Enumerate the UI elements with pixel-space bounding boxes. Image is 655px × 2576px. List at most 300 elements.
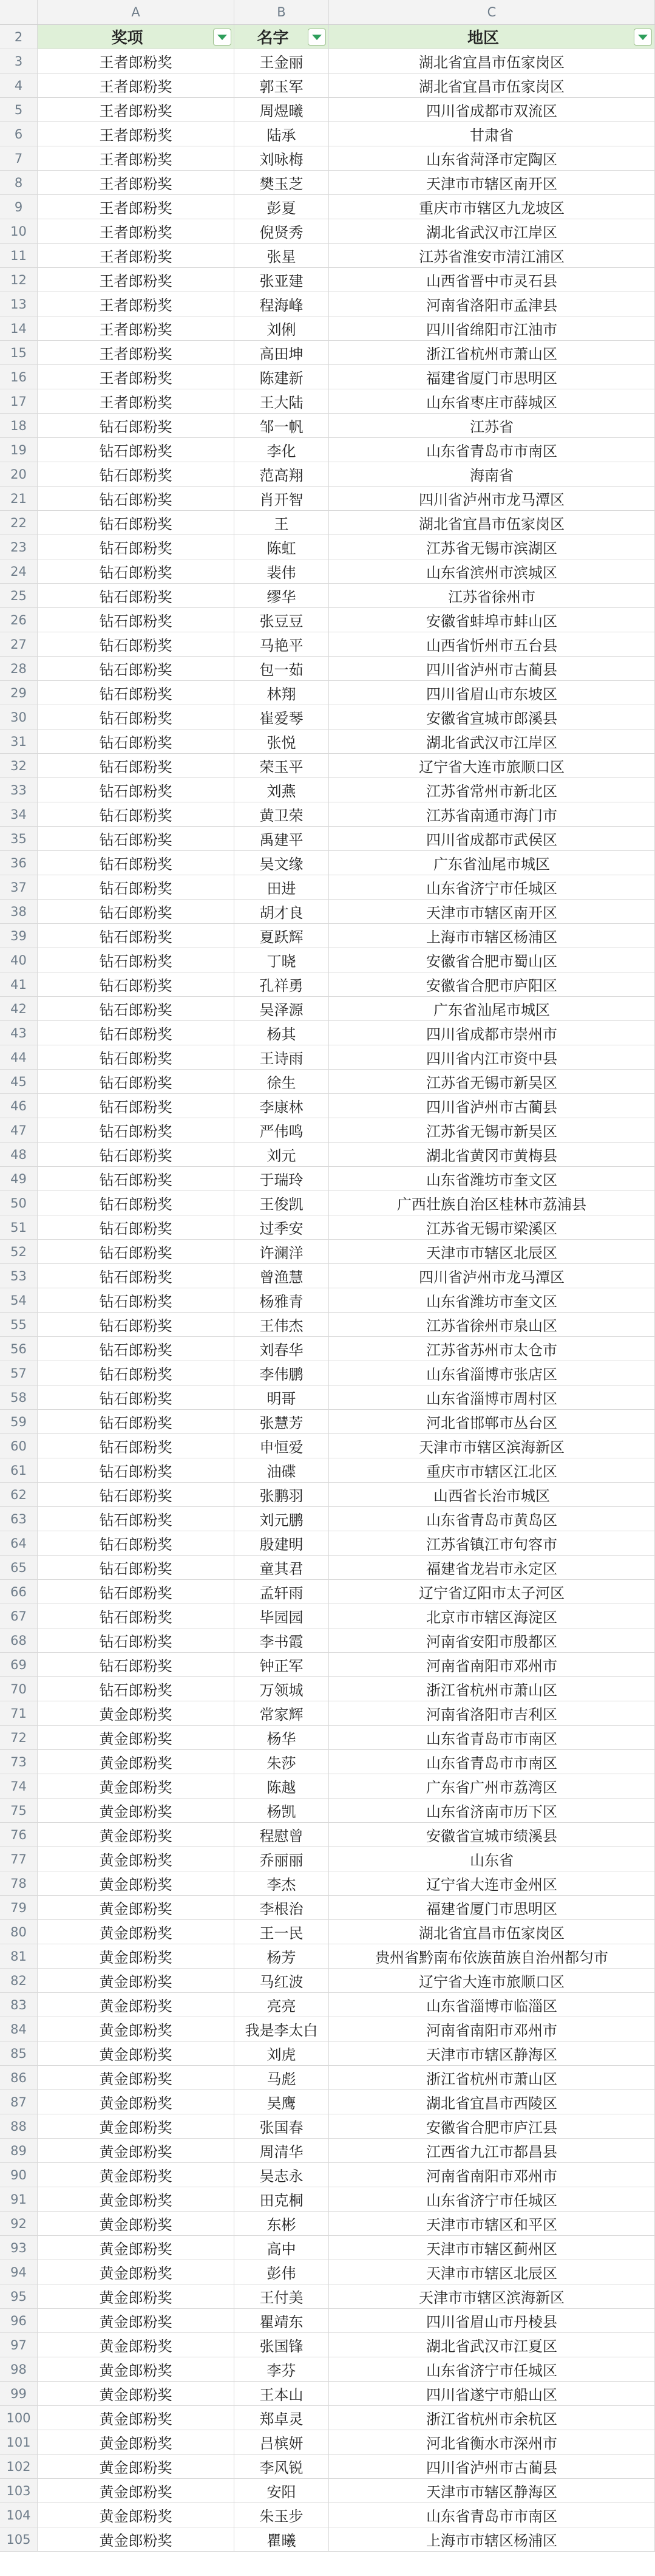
award-cell[interactable]: 黄金郎粉奖 xyxy=(38,1896,234,1919)
row-number[interactable]: 44 xyxy=(0,1045,38,1069)
row-number[interactable]: 92 xyxy=(0,2212,38,2235)
region-cell[interactable]: 天津市市辖区静海区 xyxy=(329,2479,655,2503)
award-cell[interactable]: 钻石郎粉奖 xyxy=(38,1604,234,1628)
region-cell[interactable]: 广东省汕尾市城区 xyxy=(329,851,655,875)
region-cell[interactable]: 浙江省杭州市余杭区 xyxy=(329,2406,655,2430)
region-cell[interactable]: 山东省潍坊市奎文区 xyxy=(329,1288,655,1312)
row-number[interactable]: 62 xyxy=(0,1483,38,1506)
row-number[interactable]: 17 xyxy=(0,389,38,413)
award-cell[interactable]: 钻石郎粉奖 xyxy=(38,414,234,437)
name-cell[interactable]: 过季安 xyxy=(234,1215,329,1239)
row-number[interactable]: 25 xyxy=(0,584,38,607)
region-cell[interactable]: 江苏省镇江市句容市 xyxy=(329,1531,655,1555)
region-cell[interactable]: 江苏省无锡市新吴区 xyxy=(329,1070,655,1093)
award-cell[interactable]: 钻石郎粉奖 xyxy=(38,1070,234,1093)
region-cell[interactable]: 江苏省徐州市 xyxy=(329,584,655,607)
name-cell[interactable]: 缪华 xyxy=(234,584,329,607)
award-cell[interactable]: 钻石郎粉奖 xyxy=(38,997,234,1020)
award-cell[interactable]: 钻石郎粉奖 xyxy=(38,924,234,948)
region-cell[interactable]: 浙江省杭州市萧山区 xyxy=(329,1677,655,1701)
row-number[interactable]: 101 xyxy=(0,2430,38,2454)
award-cell[interactable]: 钻石郎粉奖 xyxy=(38,1531,234,1555)
name-cell[interactable]: 邹一帆 xyxy=(234,414,329,437)
row-number[interactable]: 9 xyxy=(0,195,38,219)
row-number[interactable]: 43 xyxy=(0,1021,38,1045)
region-cell[interactable]: 湖北省宜昌市伍家岗区 xyxy=(329,49,655,73)
row-number[interactable]: 78 xyxy=(0,1871,38,1895)
award-cell[interactable]: 黄金郎粉奖 xyxy=(38,2309,234,2332)
row-number[interactable]: 91 xyxy=(0,2187,38,2211)
region-cell[interactable]: 河南省安阳市殷都区 xyxy=(329,1628,655,1652)
row-number[interactable]: 52 xyxy=(0,1240,38,1263)
row-number[interactable]: 63 xyxy=(0,1507,38,1531)
award-cell[interactable]: 钻石郎粉奖 xyxy=(38,1483,234,1506)
row-number[interactable]: 75 xyxy=(0,1799,38,1822)
name-cell[interactable]: 刘俐 xyxy=(234,316,329,340)
row-number[interactable]: 88 xyxy=(0,2114,38,2138)
award-cell[interactable]: 黄金郎粉奖 xyxy=(38,2041,234,2065)
name-cell[interactable]: 吴志永 xyxy=(234,2163,329,2187)
row-number[interactable]: 18 xyxy=(0,414,38,437)
award-cell[interactable]: 钻石郎粉奖 xyxy=(38,1240,234,1263)
award-cell[interactable]: 钻石郎粉奖 xyxy=(38,1264,234,1288)
name-cell[interactable]: 樊玉芝 xyxy=(234,171,329,194)
award-cell[interactable]: 钻石郎粉奖 xyxy=(38,1337,234,1361)
region-cell[interactable]: 广西壮族自治区桂林市荔浦县 xyxy=(329,1191,655,1215)
row-number[interactable]: 45 xyxy=(0,1070,38,1093)
region-cell[interactable]: 山东省枣庄市薛城区 xyxy=(329,389,655,413)
name-cell[interactable]: 李风锐 xyxy=(234,2455,329,2478)
row-number[interactable]: 104 xyxy=(0,2503,38,2527)
row-number[interactable]: 39 xyxy=(0,924,38,948)
award-cell[interactable]: 钻石郎粉奖 xyxy=(38,511,234,535)
name-cell[interactable]: 徐生 xyxy=(234,1070,329,1093)
award-cell[interactable]: 钻石郎粉奖 xyxy=(38,1580,234,1604)
award-cell[interactable]: 王者郎粉奖 xyxy=(38,292,234,316)
award-cell[interactable]: 钻石郎粉奖 xyxy=(38,1143,234,1166)
award-cell[interactable]: 王者郎粉奖 xyxy=(38,365,234,389)
region-cell[interactable]: 福建省厦门市思明区 xyxy=(329,365,655,389)
region-cell[interactable]: 四川省泸州市古蔺县 xyxy=(329,657,655,680)
name-cell[interactable]: 张国春 xyxy=(234,2114,329,2138)
name-cell[interactable]: 王一民 xyxy=(234,1920,329,1944)
row-number[interactable]: 40 xyxy=(0,948,38,972)
row-number[interactable]: 53 xyxy=(0,1264,38,1288)
region-cell[interactable]: 江苏省 xyxy=(329,414,655,437)
row-number[interactable]: 100 xyxy=(0,2406,38,2430)
award-cell[interactable]: 黄金郎粉奖 xyxy=(38,1799,234,1822)
name-cell[interactable]: 万领城 xyxy=(234,1677,329,1701)
award-cell[interactable]: 黄金郎粉奖 xyxy=(38,1871,234,1895)
region-cell[interactable]: 天津市市辖区北辰区 xyxy=(329,1240,655,1263)
row-number[interactable]: 67 xyxy=(0,1604,38,1628)
region-cell[interactable]: 贵州省黔南布依族苗族自治州都匀市 xyxy=(329,1944,655,1968)
row-number[interactable]: 16 xyxy=(0,365,38,389)
award-cell[interactable]: 钻石郎粉奖 xyxy=(38,1094,234,1118)
region-cell[interactable]: 江苏省常州市新北区 xyxy=(329,778,655,802)
region-cell[interactable]: 四川省泸州市龙马潭区 xyxy=(329,487,655,510)
award-cell[interactable]: 黄金郎粉奖 xyxy=(38,1823,234,1847)
name-cell[interactable]: 殷建明 xyxy=(234,1531,329,1555)
award-cell[interactable]: 钻石郎粉奖 xyxy=(38,559,234,583)
row-number[interactable]: 64 xyxy=(0,1531,38,1555)
row-number[interactable]: 93 xyxy=(0,2236,38,2260)
award-cell[interactable]: 钻石郎粉奖 xyxy=(38,802,234,826)
award-cell[interactable]: 钻石郎粉奖 xyxy=(38,1215,234,1239)
region-cell[interactable]: 湖北省宜昌市伍家岗区 xyxy=(329,73,655,97)
name-cell[interactable]: 刘元 xyxy=(234,1143,329,1166)
award-header-cell[interactable] xyxy=(38,25,234,49)
name-cell[interactable]: 陆承 xyxy=(234,122,329,146)
award-cell[interactable]: 钻石郎粉奖 xyxy=(38,1628,234,1652)
filter-dropdown-icon[interactable] xyxy=(634,29,652,46)
name-cell[interactable]: 程慰曾 xyxy=(234,1823,329,1847)
row-number[interactable]: 66 xyxy=(0,1580,38,1604)
region-cell[interactable]: 广东省广州市荔湾区 xyxy=(329,1774,655,1798)
region-header-cell[interactable] xyxy=(329,25,655,49)
award-cell[interactable]: 黄金郎粉奖 xyxy=(38,2357,234,2381)
region-cell[interactable]: 山东省青岛市市南区 xyxy=(329,2503,655,2527)
region-cell[interactable]: 安徽省合肥市庐江县 xyxy=(329,2114,655,2138)
name-cell[interactable]: 夏跃辉 xyxy=(234,924,329,948)
region-cell[interactable]: 辽宁省大连市旅顺口区 xyxy=(329,1969,655,1992)
award-cell[interactable]: 黄金郎粉奖 xyxy=(38,2017,234,2041)
name-cell[interactable]: 我是李太白 xyxy=(234,2017,329,2041)
region-cell[interactable]: 广东省汕尾市城区 xyxy=(329,997,655,1020)
name-cell[interactable]: 张悦 xyxy=(234,729,329,753)
name-cell[interactable]: 李杰 xyxy=(234,1871,329,1895)
row-number[interactable]: 71 xyxy=(0,1701,38,1725)
region-cell[interactable]: 河南省南阳市邓州市 xyxy=(329,2163,655,2187)
name-cell[interactable]: 朱玉步 xyxy=(234,2503,329,2527)
award-cell[interactable]: 黄金郎粉奖 xyxy=(38,1750,234,1774)
name-cell[interactable]: 张豆豆 xyxy=(234,608,329,632)
name-cell[interactable]: 杨雅青 xyxy=(234,1288,329,1312)
name-cell[interactable]: 王 xyxy=(234,511,329,535)
row-number[interactable]: 85 xyxy=(0,2041,38,2065)
name-cell[interactable]: 油碟 xyxy=(234,1458,329,1482)
region-cell[interactable]: 四川省泸州市古蔺县 xyxy=(329,2455,655,2478)
row-number[interactable]: 102 xyxy=(0,2455,38,2478)
name-cell[interactable]: 郭玉军 xyxy=(234,73,329,97)
region-cell[interactable]: 湖北省武汉市江夏区 xyxy=(329,2333,655,2357)
name-cell[interactable]: 孔祥勇 xyxy=(234,972,329,996)
row-number[interactable]: 34 xyxy=(0,802,38,826)
region-cell[interactable]: 江苏省徐州市泉山区 xyxy=(329,1313,655,1336)
row-number[interactable]: 95 xyxy=(0,2284,38,2308)
row-number[interactable]: 48 xyxy=(0,1143,38,1166)
award-cell[interactable]: 钻石郎粉奖 xyxy=(38,438,234,462)
award-cell[interactable]: 钻石郎粉奖 xyxy=(38,1556,234,1579)
award-cell[interactable]: 钻石郎粉奖 xyxy=(38,851,234,875)
award-cell[interactable]: 黄金郎粉奖 xyxy=(38,2382,234,2405)
name-cell[interactable]: 吴鹰 xyxy=(234,2090,329,2114)
region-cell[interactable]: 安徽省合肥市庐阳区 xyxy=(329,972,655,996)
region-cell[interactable]: 江苏省淮安市清江浦区 xyxy=(329,244,655,267)
name-cell[interactable]: 杨其 xyxy=(234,1021,329,1045)
name-cell[interactable]: 陈越 xyxy=(234,1774,329,1798)
award-cell[interactable]: 钻石郎粉奖 xyxy=(38,1118,234,1142)
name-cell[interactable]: 于瑞玲 xyxy=(234,1167,329,1191)
region-cell[interactable]: 湖北省宜昌市伍家岗区 xyxy=(329,511,655,535)
filter-dropdown-icon[interactable] xyxy=(213,29,231,46)
row-number[interactable]: 89 xyxy=(0,2139,38,2162)
award-cell[interactable]: 黄金郎粉奖 xyxy=(38,2284,234,2308)
row-number[interactable]: 51 xyxy=(0,1215,38,1239)
row-number[interactable]: 13 xyxy=(0,292,38,316)
award-cell[interactable]: 黄金郎粉奖 xyxy=(38,1969,234,1992)
region-cell[interactable]: 浙江省杭州市萧山区 xyxy=(329,2066,655,2089)
row-number[interactable]: 4 xyxy=(0,73,38,97)
award-cell[interactable]: 钻石郎粉奖 xyxy=(38,1410,234,1433)
name-cell[interactable]: 杨芳 xyxy=(234,1944,329,1968)
name-cell[interactable]: 田克桐 xyxy=(234,2187,329,2211)
row-number[interactable]: 82 xyxy=(0,1969,38,1992)
name-cell[interactable]: 严伟鸣 xyxy=(234,1118,329,1142)
award-cell[interactable]: 钻石郎粉奖 xyxy=(38,729,234,753)
row-number[interactable]: 47 xyxy=(0,1118,38,1142)
region-cell[interactable]: 江苏省无锡市新吴区 xyxy=(329,1118,655,1142)
name-cell[interactable]: 范高翔 xyxy=(234,462,329,486)
row-number[interactable]: 86 xyxy=(0,2066,38,2089)
region-cell[interactable]: 天津市市辖区南开区 xyxy=(329,171,655,194)
award-cell[interactable]: 钻石郎粉奖 xyxy=(38,705,234,729)
name-cell[interactable]: 李康林 xyxy=(234,1094,329,1118)
region-cell[interactable]: 上海市市辖区杨浦区 xyxy=(329,924,655,948)
row-number[interactable]: 12 xyxy=(0,268,38,292)
name-cell[interactable]: 胡才良 xyxy=(234,900,329,923)
name-cell[interactable]: 黄卫荣 xyxy=(234,802,329,826)
region-cell[interactable]: 山东省淄博市张店区 xyxy=(329,1361,655,1385)
award-cell[interactable]: 钻石郎粉奖 xyxy=(38,827,234,850)
row-number[interactable]: 5 xyxy=(0,98,38,121)
award-cell[interactable]: 王者郎粉奖 xyxy=(38,98,234,121)
name-cell[interactable]: 高中 xyxy=(234,2236,329,2260)
region-cell[interactable]: 山东省淄博市临淄区 xyxy=(329,1993,655,2017)
region-cell[interactable]: 河南省洛阳市吉利区 xyxy=(329,1701,655,1725)
award-cell[interactable]: 黄金郎粉奖 xyxy=(38,1847,234,1871)
name-cell[interactable]: 安阳 xyxy=(234,2479,329,2503)
region-cell[interactable]: 江苏省无锡市滨湖区 xyxy=(329,535,655,559)
name-cell[interactable]: 周煜曦 xyxy=(234,98,329,121)
region-cell[interactable]: 安徽省宣城市绩溪县 xyxy=(329,1823,655,1847)
region-cell[interactable]: 湖北省武汉市江岸区 xyxy=(329,219,655,243)
award-cell[interactable]: 钻石郎粉奖 xyxy=(38,972,234,996)
row-number[interactable]: 31 xyxy=(0,729,38,753)
name-cell[interactable]: 高田坤 xyxy=(234,341,329,364)
row-number[interactable]: 58 xyxy=(0,1385,38,1409)
name-cell[interactable]: 孟轩雨 xyxy=(234,1580,329,1604)
name-cell[interactable]: 丁晓 xyxy=(234,948,329,972)
row-number[interactable]: 22 xyxy=(0,511,38,535)
region-cell[interactable]: 四川省绵阳市江油市 xyxy=(329,316,655,340)
region-cell[interactable]: 江苏省无锡市梁溪区 xyxy=(329,1215,655,1239)
name-cell[interactable]: 马红波 xyxy=(234,1969,329,1992)
award-cell[interactable]: 钻石郎粉奖 xyxy=(38,1434,234,1458)
region-cell[interactable]: 辽宁省大连市金州区 xyxy=(329,1871,655,1895)
award-cell[interactable]: 黄金郎粉奖 xyxy=(38,2430,234,2454)
region-cell[interactable]: 天津市市辖区滨海新区 xyxy=(329,1434,655,1458)
award-cell[interactable]: 王者郎粉奖 xyxy=(38,389,234,413)
region-cell[interactable]: 四川省泸州市龙马潭区 xyxy=(329,1264,655,1288)
award-cell[interactable]: 钻石郎粉奖 xyxy=(38,1507,234,1531)
region-cell[interactable]: 安徽省合肥市蜀山区 xyxy=(329,948,655,972)
region-cell[interactable]: 山东省 xyxy=(329,1847,655,1871)
region-cell[interactable]: 天津市市辖区静海区 xyxy=(329,2041,655,2065)
region-cell[interactable]: 河北省衡水市深州市 xyxy=(329,2430,655,2454)
award-cell[interactable]: 黄金郎粉奖 xyxy=(38,1993,234,2017)
name-cell[interactable]: 郑卓灵 xyxy=(234,2406,329,2430)
row-number[interactable]: 30 xyxy=(0,705,38,729)
region-cell[interactable]: 四川省成都市武侯区 xyxy=(329,827,655,850)
region-cell[interactable]: 江西省九江市都昌县 xyxy=(329,2139,655,2162)
row-number[interactable]: 41 xyxy=(0,972,38,996)
name-cell[interactable]: 王俊凯 xyxy=(234,1191,329,1215)
region-cell[interactable]: 天津市市辖区南开区 xyxy=(329,900,655,923)
region-cell[interactable]: 山东省菏泽市定陶区 xyxy=(329,146,655,170)
row-number[interactable]: 105 xyxy=(0,2527,38,2551)
region-cell[interactable]: 山东省淄博市周村区 xyxy=(329,1385,655,1409)
region-cell[interactable]: 河南省南阳市邓州市 xyxy=(329,1653,655,1676)
award-cell[interactable]: 王者郎粉奖 xyxy=(38,122,234,146)
column-header-b[interactable]: B xyxy=(234,0,329,24)
region-cell[interactable]: 湖北省宜昌市西陵区 xyxy=(329,2090,655,2114)
region-cell[interactable]: 江苏省南通市海门市 xyxy=(329,802,655,826)
region-cell[interactable]: 江苏省苏州市太仓市 xyxy=(329,1337,655,1361)
region-cell[interactable]: 天津市市辖区北辰区 xyxy=(329,2260,655,2284)
award-cell[interactable]: 黄金郎粉奖 xyxy=(38,2187,234,2211)
award-cell[interactable]: 王者郎粉奖 xyxy=(38,49,234,73)
row-number[interactable]: 28 xyxy=(0,657,38,680)
name-cell[interactable]: 刘虎 xyxy=(234,2041,329,2065)
award-cell[interactable]: 王者郎粉奖 xyxy=(38,316,234,340)
award-cell[interactable]: 黄金郎粉奖 xyxy=(38,2066,234,2089)
award-cell[interactable]: 钻石郎粉奖 xyxy=(38,1385,234,1409)
award-cell[interactable]: 钻石郎粉奖 xyxy=(38,778,234,802)
row-number[interactable]: 23 xyxy=(0,535,38,559)
award-cell[interactable]: 王者郎粉奖 xyxy=(38,219,234,243)
row-number[interactable]: 10 xyxy=(0,219,38,243)
name-cell[interactable]: 崔爱琴 xyxy=(234,705,329,729)
row-number[interactable]: 72 xyxy=(0,1726,38,1749)
award-cell[interactable]: 黄金郎粉奖 xyxy=(38,2260,234,2284)
region-cell[interactable]: 四川省眉山市东坡区 xyxy=(329,681,655,705)
name-cell[interactable]: 裴伟 xyxy=(234,559,329,583)
row-number[interactable]: 32 xyxy=(0,754,38,777)
region-cell[interactable]: 四川省成都市双流区 xyxy=(329,98,655,121)
award-cell[interactable]: 黄金郎粉奖 xyxy=(38,2406,234,2430)
name-cell[interactable]: 钟正军 xyxy=(234,1653,329,1676)
row-number[interactable]: 60 xyxy=(0,1434,38,1458)
name-cell[interactable]: 常家辉 xyxy=(234,1701,329,1725)
award-cell[interactable]: 黄金郎粉奖 xyxy=(38,2503,234,2527)
row-number[interactable]: 33 xyxy=(0,778,38,802)
row-number[interactable]: 87 xyxy=(0,2090,38,2114)
row-number[interactable]: 7 xyxy=(0,146,38,170)
row-number[interactable]: 14 xyxy=(0,316,38,340)
row-number[interactable]: 69 xyxy=(0,1653,38,1676)
name-cell[interactable]: 王诗雨 xyxy=(234,1045,329,1069)
name-cell[interactable]: 刘元鹏 xyxy=(234,1507,329,1531)
award-cell[interactable]: 黄金郎粉奖 xyxy=(38,2163,234,2187)
row-number[interactable]: 6 xyxy=(0,122,38,146)
name-cell[interactable]: 刘春华 xyxy=(234,1337,329,1361)
row-number[interactable]: 80 xyxy=(0,1920,38,1944)
award-cell[interactable]: 王者郎粉奖 xyxy=(38,268,234,292)
award-cell[interactable]: 王者郎粉奖 xyxy=(38,146,234,170)
award-cell[interactable]: 钻石郎粉奖 xyxy=(38,681,234,705)
region-cell[interactable]: 上海市市辖区杨浦区 xyxy=(329,2527,655,2551)
name-cell[interactable]: 李伟鹏 xyxy=(234,1361,329,1385)
name-cell[interactable]: 亮亮 xyxy=(234,1993,329,2017)
name-cell[interactable]: 彭伟 xyxy=(234,2260,329,2284)
name-cell[interactable]: 东彬 xyxy=(234,2212,329,2235)
award-cell[interactable]: 钻石郎粉奖 xyxy=(38,487,234,510)
name-cell[interactable]: 陈虹 xyxy=(234,535,329,559)
row-number[interactable]: 96 xyxy=(0,2309,38,2332)
column-header-a[interactable]: A xyxy=(38,0,234,24)
row-number[interactable]: 54 xyxy=(0,1288,38,1312)
name-cell[interactable]: 张国锋 xyxy=(234,2333,329,2357)
name-cell[interactable]: 彭夏 xyxy=(234,195,329,219)
award-cell[interactable]: 钻石郎粉奖 xyxy=(38,1313,234,1336)
region-cell[interactable]: 安徽省宣城市郎溪县 xyxy=(329,705,655,729)
row-number[interactable]: 98 xyxy=(0,2357,38,2381)
row-number[interactable]: 26 xyxy=(0,608,38,632)
name-cell[interactable]: 马艳平 xyxy=(234,632,329,656)
name-cell[interactable]: 童其君 xyxy=(234,1556,329,1579)
row-number[interactable]: 21 xyxy=(0,487,38,510)
name-cell[interactable]: 王金丽 xyxy=(234,49,329,73)
award-cell[interactable]: 钻石郎粉奖 xyxy=(38,584,234,607)
row-number[interactable]: 73 xyxy=(0,1750,38,1774)
name-cell[interactable]: 瞿曦 xyxy=(234,2527,329,2551)
row-number[interactable]: 59 xyxy=(0,1410,38,1433)
row-number[interactable]: 11 xyxy=(0,244,38,267)
award-cell[interactable]: 王者郎粉奖 xyxy=(38,171,234,194)
row-number[interactable]: 46 xyxy=(0,1094,38,1118)
row-number[interactable]: 2 xyxy=(0,25,38,49)
row-number[interactable]: 68 xyxy=(0,1628,38,1652)
name-cell[interactable]: 陈建新 xyxy=(234,365,329,389)
region-cell[interactable]: 四川省遂宁市船山区 xyxy=(329,2382,655,2405)
region-cell[interactable]: 山东省济南市历下区 xyxy=(329,1799,655,1822)
award-cell[interactable]: 钻石郎粉奖 xyxy=(38,1677,234,1701)
row-number[interactable]: 97 xyxy=(0,2333,38,2357)
name-cell[interactable]: 禹建平 xyxy=(234,827,329,850)
award-cell[interactable]: 黄金郎粉奖 xyxy=(38,2090,234,2114)
region-cell[interactable]: 天津市市辖区滨海新区 xyxy=(329,2284,655,2308)
name-cell[interactable]: 林翔 xyxy=(234,681,329,705)
name-cell[interactable]: 吴文缘 xyxy=(234,851,329,875)
region-cell[interactable]: 福建省龙岩市永定区 xyxy=(329,1556,655,1579)
award-cell[interactable]: 王者郎粉奖 xyxy=(38,341,234,364)
region-cell[interactable]: 山西省晋中市灵石县 xyxy=(329,268,655,292)
region-cell[interactable]: 山西省长治市城区 xyxy=(329,1483,655,1506)
award-cell[interactable]: 王者郎粉奖 xyxy=(38,244,234,267)
award-cell[interactable]: 钻石郎粉奖 xyxy=(38,1045,234,1069)
region-cell[interactable]: 湖北省武汉市江岸区 xyxy=(329,729,655,753)
region-cell[interactable]: 北京市市辖区海淀区 xyxy=(329,1604,655,1628)
region-cell[interactable]: 河南省洛阳市孟津县 xyxy=(329,292,655,316)
region-cell[interactable]: 四川省眉山市丹棱县 xyxy=(329,2309,655,2332)
award-cell[interactable]: 钻石郎粉奖 xyxy=(38,1021,234,1045)
award-cell[interactable]: 钻石郎粉奖 xyxy=(38,1288,234,1312)
region-cell[interactable]: 四川省泸州市古蔺县 xyxy=(329,1094,655,1118)
name-cell[interactable]: 吕槟妍 xyxy=(234,2430,329,2454)
region-cell[interactable]: 辽宁省辽阳市太子河区 xyxy=(329,1580,655,1604)
region-cell[interactable]: 湖北省宜昌市伍家岗区 xyxy=(329,1920,655,1944)
